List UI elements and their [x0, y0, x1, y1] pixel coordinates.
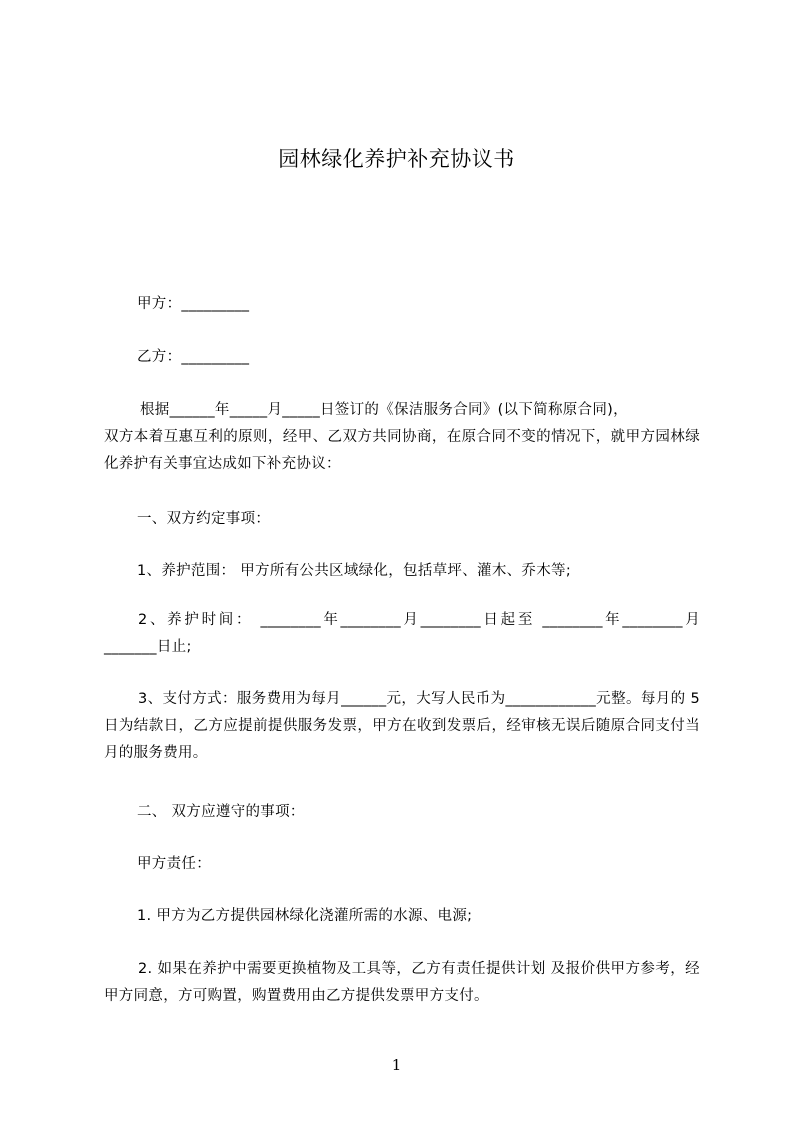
section-1-heading: 一、双方约定事项：: [137, 511, 271, 527]
party-b-line: 乙方：_________: [137, 349, 250, 365]
page-number: 1: [391, 1056, 402, 1074]
duty-2: 2. 如果在养护中需要更换植物及工具等，乙方有责任提供计划 及报价供甲方参考，经甲方同意，方可购置，购置费用由乙方提供发票甲方支付。: [104, 961, 700, 1004]
intro-paragraph: [104, 397, 700, 478]
item-2-period: 2、养护时间： ________年________月________日起至 ________年________月_______日止;: [104, 612, 700, 655]
item-3-payment: 3、支付方式：服务费用为每月______元，大写人民币为____________元整。每月的 5 日为结款日，乙方应提前提供服务发票，甲方在收到发票后，经审核无误后随原合同支付当月的服务费用。: [104, 691, 700, 761]
intro-rest: 双方本着互惠互利的原则，经甲、乙双方共同协商，在原合同不变的情况下，就甲方园林绿化养护有关事宜达成如下补充协议：: [104, 429, 700, 472]
duty-1: 1. 甲方为乙方提供园林绿化浇灌所需的水源、电源;: [137, 908, 473, 924]
party-a-line: 甲方：_________: [137, 296, 250, 312]
item-1-scope: 1、养护范围： 甲方所有公共区域绿化，包括草坪、灌木、乔木等;: [137, 563, 572, 579]
intro-line-1: 根据______年_____月_____日签订的《保洁服务合同》(以下简称原合同)，: [140, 402, 628, 418]
party-a-duties-heading: 甲方责任：: [137, 856, 211, 872]
section-2-heading: 二、 双方应遵守的事项：: [137, 804, 305, 820]
document-title: 园林绿化养护补充协议书: [278, 147, 515, 171]
